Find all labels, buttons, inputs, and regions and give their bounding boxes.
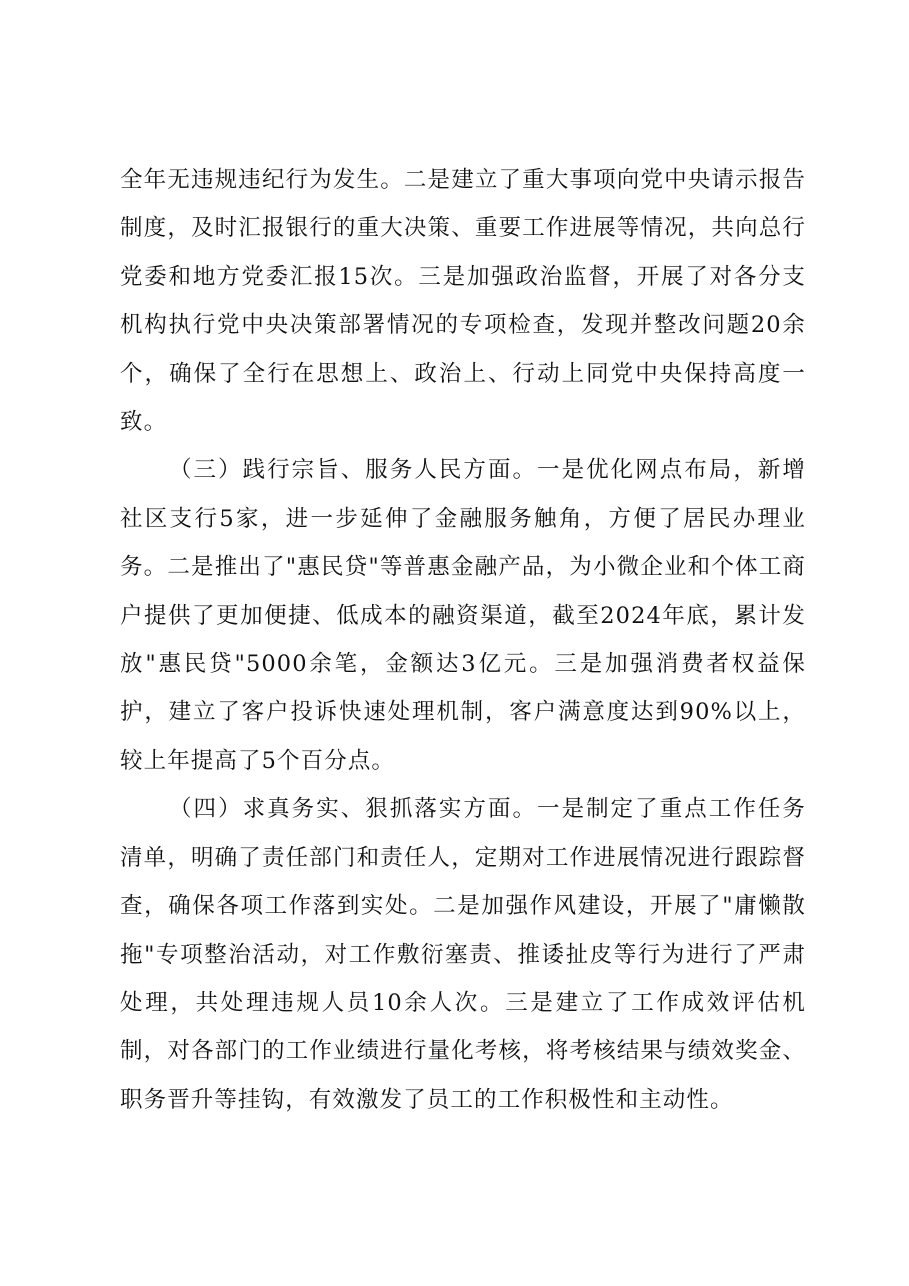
document-body [120, 156, 806, 1124]
paragraph-continuation: 全年无违规违纪行为发生。二是建立了重大事项向党中央请示报告制度，及时汇报银行的重大决策、重要工作进展等情况，共向总行党委和地方党委汇报15次。三是加强政治监督，开展了对各分支机构执行党中央决策部署情况的专项检查，发现并整改问题20余个，确保了全行在思想上、政治上、行动上同党中央保持高度一致。 [120, 167, 806, 436]
paragraph-section-3: （三）践行宗旨、服务人民方面。一是优化网点布局，新增社区支行5家，进一步延伸了金融服务触角，方便了居民办理业务。二是推出了"惠民贷"等普惠金融产品，为小微企业和个体工商户提供了更加便捷、低成本的融资渠道，截至2024年底，累计发放"惠民贷"5000余笔，金额达3亿元。三是加强消费者权益保护，建立了客户投诉快速处理机制，客户满意度达到90%以上，较上年提高了5个百分点。 [120, 457, 806, 774]
paragraph-section-4: （四）求真务实、狠抓落实方面。一是制定了重点工作任务清单，明确了责任部门和责任人，定期对工作进展情况进行跟踪督查，确保各项工作落到实处。二是加强作风建设，开展了"庸懒散拖"专项整治活动，对工作敷衍塞责、推诿扯皮等行为进行了严肃处理，共处理违规人员10余人次。三是建立了工作成效评估机制，对各部门的工作业绩进行量化考核，将考核结果与绩效奖金、职务晋升等挂钩，有效激发了员工的工作积极性和主动性。 [120, 796, 806, 1113]
